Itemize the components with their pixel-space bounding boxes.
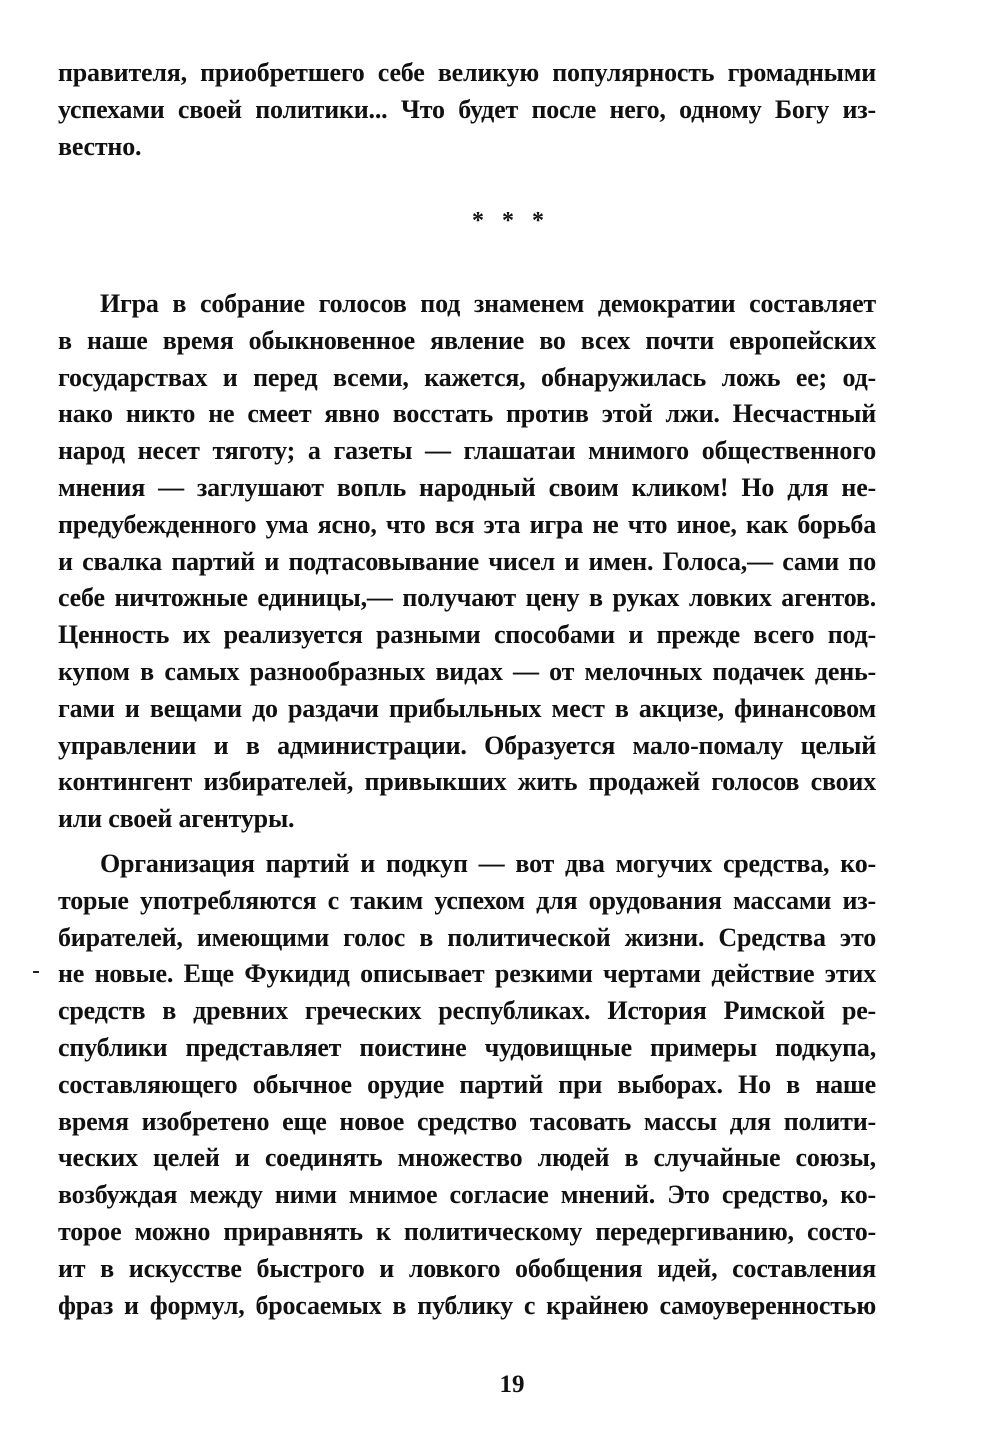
text-line: купом в самых разнообразных видах — от мелочных подачек день- <box>58 656 876 686</box>
text-line: торое можно приравнять к политическому передергиванию, состо- <box>58 1216 876 1246</box>
text-line: спублики представляет поистине чудовищные примеры подкупа, <box>58 1032 876 1062</box>
text-line: правителя, приобретшего себе великую популярность громадными <box>58 58 876 87</box>
text-line: предубежденного ума ясно, что вся эта игра не что иное, как борьба <box>58 509 876 539</box>
text-line: не новые. Еще Фукидид описывает резкими чертами действие этих <box>58 959 876 989</box>
text-line: возбуждая между ними мнимое согласие мнений. Это средство, ко- <box>58 1180 876 1210</box>
page-number: 19 <box>499 1371 525 1398</box>
section-separator: * * * <box>472 208 550 234</box>
text-line: мнения — заглушают вопль народный своим кликом! Но для не- <box>58 472 876 502</box>
margin-mark <box>33 971 39 973</box>
text-line: Ценность их реализуется разными способами и прежде всего под- <box>58 620 876 650</box>
text-line: вестно. <box>58 131 142 161</box>
text-line: управлении и в администрации. Образуется мало-помалу целый <box>58 730 876 760</box>
text-line: фраз и формул, бросаемых в публику с крайнею самоуверенностью <box>58 1290 876 1320</box>
text-line: торые употребляются с таким успехом для орудования массами из- <box>58 885 876 915</box>
text-line: Организация партий и подкуп — вот два могучих средства, ко- <box>100 849 876 878</box>
text-line: народ несет тяготу; а газеты — глашатаи мнимого общественного <box>58 436 876 466</box>
text-line: средств в древних греческих республиках. История Римской ре- <box>58 996 876 1026</box>
paragraph-democracy <box>58 286 876 838</box>
text-line: себе ничтожные единицы,— получают цену в руках ловких агентов. <box>58 583 876 613</box>
text-line: Игра в собрание голосов под знаменем демократии составляет <box>100 289 876 318</box>
text-line: государствах и перед всеми, кажется, обнаружилась ложь ее; од- <box>58 362 876 392</box>
paragraph-parties-bribery <box>58 846 876 1324</box>
text-line: ит в искусстве быстрого и ловкого обобщения идей, составления <box>58 1253 876 1283</box>
text-line: в наше время обыкновенное явление во всех почти европейских <box>58 325 876 355</box>
text-line: контингент избирателей, привыкших жить продажей голосов своих <box>58 767 876 797</box>
text-line: бирателей, имеющими голос в политической жизни. Средства это <box>58 922 876 952</box>
text-line: ческих целей и соединять множество людей в случайные союзы, <box>58 1143 876 1173</box>
text-line: гами и вещами до раздачи прибыльных мест в акцизе, финансовом <box>58 693 876 723</box>
text-line: составляющего обычное орудие партий при выборах. Но в наше <box>58 1069 876 1099</box>
text-line: или своей агентуры. <box>58 804 295 834</box>
intro-paragraph <box>58 55 876 165</box>
text-line: успехами своей политики... Что будет после него, одному Богу из- <box>58 94 876 124</box>
text-line: нако никто не смеет явно восстать против этой лжи. Несчастный <box>58 399 876 429</box>
text-line: время изобретено еще новое средство тасовать массы для полити- <box>58 1106 876 1136</box>
text-line: и свалка партий и подтасовывание чисел и имен. Голоса,— сами по <box>58 546 876 576</box>
